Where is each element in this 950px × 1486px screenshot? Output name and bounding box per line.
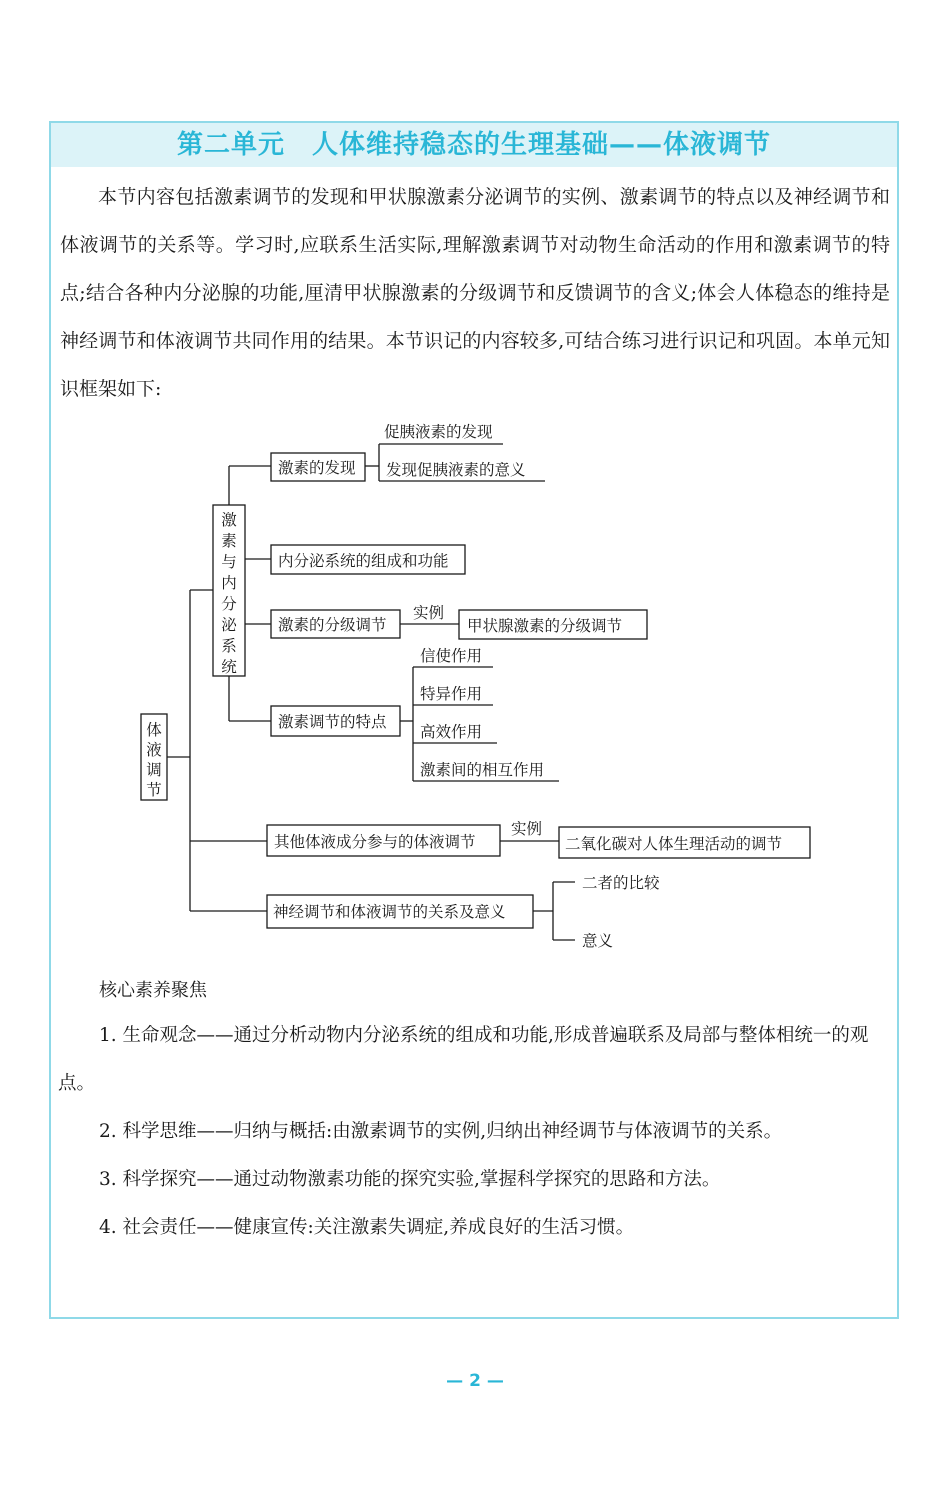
hormone-system-char: 分 [221, 595, 237, 613]
root-node [141, 714, 167, 800]
features-node [271, 706, 400, 736]
hormone-system-char: 素 [221, 532, 237, 550]
relation-child: 二者的比较 [582, 874, 660, 892]
focus-item: 1. 生命观念——通过分析动物内分泌系统的组成和功能,形成普遍联系及局部与整体相统一的观点。 [58, 1025, 869, 1094]
other-fluids-label: 其他体液成分参与的体液调节 [274, 833, 476, 851]
feature-item: 高效作用 [420, 723, 483, 741]
relation-label: 神经调节和体液调节的关系及意义 [273, 903, 506, 921]
focus-item: 4. 社会责任——健康宣传:关注激素失调症,养成良好的生活习惯。 [99, 1217, 635, 1238]
grading-label: 激素的分级调节 [278, 616, 387, 634]
grading-example-label: 甲状腺激素的分级调节 [467, 617, 623, 635]
other-fluids-node [267, 825, 500, 856]
hormone-system-char: 与 [221, 553, 237, 571]
intro-paragraph: 本节内容包括激素调节的发现和甲状腺激素分泌调节的实例、激素调节的特点以及神经调节和体液调节的关系等。学习时,应联系生活实际,理解激素调节对动物生命活动的作用和激素调节的特点;结合各种内分泌腺的功能,厘清甲状腺激素的分级调节和反馈调节的含义;体会人体稳态的维持是神经调节和体液调节共同作用的结果。本节识记的内容较多,可结合练习进行识记和巩固。本单元知识框架如下: [60, 186, 890, 400]
hormone-system-char: 激 [221, 511, 237, 529]
feature-item: 激素间的相互作用 [420, 761, 545, 779]
root-char: 液 [146, 741, 162, 759]
endocrine-node [271, 545, 465, 574]
hormone-system-node [213, 505, 245, 676]
hormone-system-char: 泌 [221, 616, 237, 634]
relation-node [267, 895, 533, 928]
hormone-system-char: 统 [221, 658, 237, 676]
discovery-label: 激素的发现 [278, 459, 356, 477]
hormone-system-char: 系 [221, 637, 237, 655]
root-char: 体 [146, 721, 162, 739]
endocrine-label: 内分泌系统的组成和功能 [278, 552, 449, 570]
discovery-node [271, 453, 365, 481]
feature-item: 信使作用 [420, 647, 483, 665]
relation-child: 意义 [582, 932, 614, 950]
other-fluids-example-label: 二氧化碳对人体生理活动的调节 [565, 835, 783, 853]
other-fluids-link-label: 实例 [511, 820, 543, 838]
root-char: 节 [146, 781, 162, 799]
grading-example-node [459, 610, 647, 639]
discovery-child: 促胰液素的发现 [384, 423, 493, 441]
page-title: 第二单元 人体维持稳态的生理基础——体液调节 [176, 130, 771, 160]
root-char: 调 [146, 761, 162, 779]
page-number: — 2 — [446, 1371, 504, 1391]
feature-item: 特异作用 [420, 685, 483, 703]
grading-link-label: 实例 [413, 604, 445, 622]
focus-item: 2. 科学思维——归纳与概括:由激素调节的实例,归纳出神经调节与体液调节的关系。 [99, 1121, 783, 1142]
focus-item: 3. 科学探究——通过动物激素功能的探究实验,掌握科学探究的思路和方法。 [99, 1169, 721, 1190]
discovery-child: 发现促胰液素的意义 [386, 461, 526, 479]
hormone-system-char: 内 [221, 574, 237, 592]
other-fluids-example-node [559, 827, 810, 858]
focus-heading: 核心素养聚焦 [99, 980, 207, 1001]
features-label: 激素调节的特点 [278, 713, 387, 731]
grading-node [271, 610, 400, 638]
